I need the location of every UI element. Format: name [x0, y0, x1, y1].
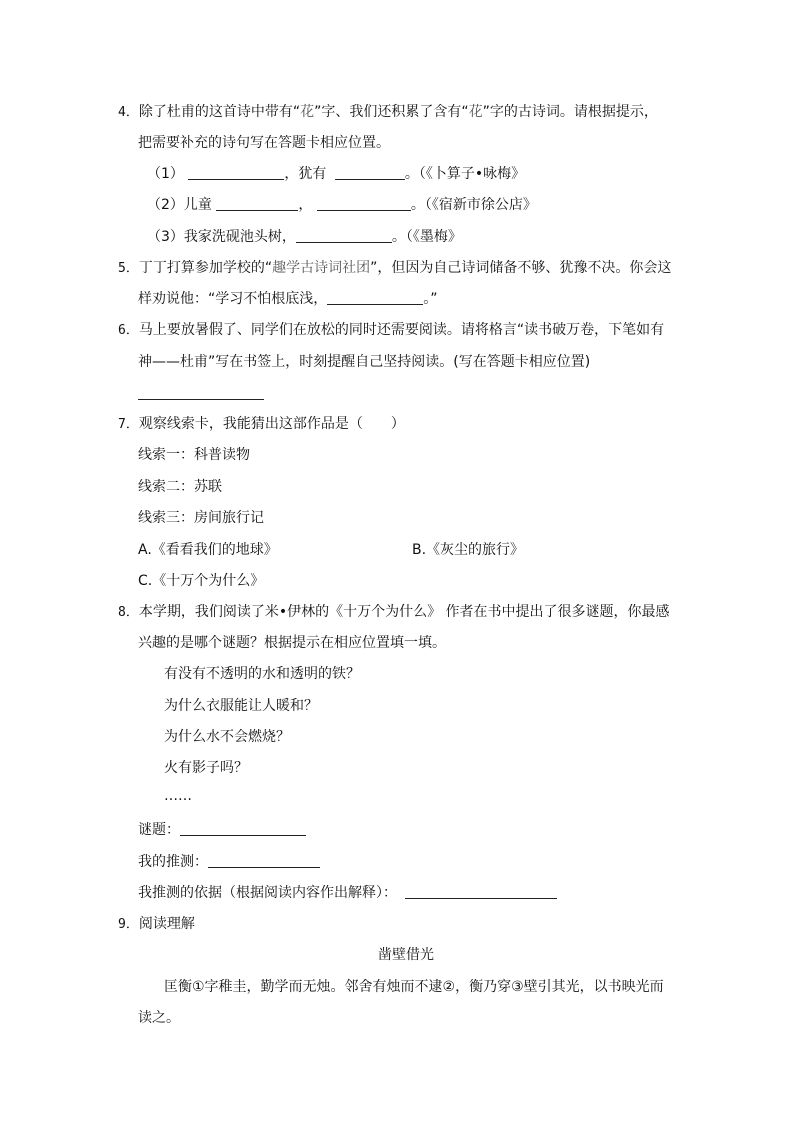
q8-riddle: 有没有不透明的水和透明的铁？: [164, 666, 360, 682]
q8-line2: 兴趣的是哪个谜题？根据提示在相应位置填一填。: [138, 635, 446, 651]
q4-text-c: ”字的古诗词。请根据提示，: [482, 104, 658, 120]
q7-clue3: 线索三：房间旅行记: [138, 510, 264, 526]
q6-line1: [118, 320, 664, 341]
q5-number: 5．: [118, 261, 139, 276]
q4-item1-end: 。: [404, 166, 419, 182]
q7-option-b[interactable]: B.《灰尘的旅行》: [412, 542, 525, 558]
q9-number: 9．: [118, 917, 139, 932]
q5-text-c: 样劝说他：“学习不怕根底浅，: [138, 291, 328, 307]
q4-item2-blank1[interactable]: [216, 196, 298, 211]
q8-line1: [118, 602, 670, 623]
q7-number: 7．: [118, 417, 139, 432]
q4-item1-mid: ，犹有: [284, 166, 327, 182]
q9-passage-title: 凿壁借光: [378, 947, 434, 963]
q9-passage-line1: 匡衡①字稚圭，勤学而无烛。邻舍有烛而不逮②，衡乃穿③壁引其光，以书映光而: [164, 979, 664, 995]
q4-item2-source: （《宿新市徐公店》: [424, 197, 537, 213]
q4-item2-blank2[interactable]: [317, 196, 411, 211]
q4-item1-label: （1）: [147, 166, 184, 182]
q4-item3-label: （3）我家洗砚池头树，: [147, 229, 296, 245]
q7-question: [118, 414, 405, 435]
q8-field-basis: [138, 883, 557, 903]
q8-number: 8．: [118, 605, 139, 620]
q8-field-guess-label: 我的推测：: [138, 854, 208, 870]
q4-line2: 把需要补充的诗句写在答题卡相应位置。: [138, 135, 390, 151]
q8-field-riddle-label: 谜题：: [138, 822, 180, 838]
q8-field-riddle-blank[interactable]: [180, 821, 306, 836]
q7-option-c[interactable]: C.《十万个为什么》: [138, 573, 265, 589]
q8-riddle: 为什么水不会燃烧？: [164, 729, 290, 745]
q4-item1: [147, 164, 525, 184]
q8-field-guess-blank[interactable]: [208, 853, 320, 868]
q7-clue1: 线索一：科普读物: [138, 447, 250, 463]
q8-riddle: 为什么衣服能让人暖和？: [164, 698, 318, 714]
q4-item3-source: （《墨梅》: [405, 229, 462, 245]
q4-line1: [118, 102, 658, 123]
q4-highlight-2: 花: [468, 104, 483, 120]
q8-field-basis-label: 我推测的依据（根据阅读内容作出解释）：: [138, 885, 397, 901]
q4-item1-blank1[interactable]: [188, 165, 284, 180]
q4-text-a: 除了杜甫的这首诗中带有“: [138, 104, 301, 120]
q5-line1: [118, 258, 671, 279]
q8-riddle-ellipsis: ……: [164, 788, 192, 804]
q7-option-a[interactable]: A.《看看我们的地球》: [138, 542, 278, 558]
q4-item3-blank[interactable]: [296, 228, 392, 243]
q9-heading: [118, 914, 195, 935]
q4-item1-source: （《卜算子•咏梅》: [418, 166, 526, 182]
q4-item3-end: 。: [391, 229, 406, 245]
q4-item1-blank2[interactable]: [335, 165, 405, 180]
q6-number: 6．: [118, 323, 139, 338]
q6-text-a: 马上要放暑假了、同学们在放松的同时还需要阅读。请将格言“读书破万卷，下笔如有: [138, 322, 665, 338]
q8-riddle: 火有影子吗？: [164, 760, 248, 776]
q4-number: 4．: [118, 105, 139, 120]
q4-item2-mid: ，: [298, 197, 313, 213]
q4-highlight-1: 花: [300, 104, 315, 120]
q9-label: 阅读理解: [138, 916, 195, 932]
q8-field-basis-blank[interactable]: [405, 884, 557, 899]
q4-item2: [147, 195, 537, 215]
q4-item2-label: （2）儿童: [147, 197, 212, 213]
q4-text-b: ”字、我们还积累了含有“: [314, 104, 469, 120]
q7-clue2: 线索二：苏联: [138, 479, 222, 495]
q8-field-guess: [138, 852, 320, 872]
q4-item2-end: 。: [410, 197, 425, 213]
q5-text-b: ”，但因为自己诗词储备不够、犹豫不决。你会这: [370, 260, 672, 276]
q9-passage-line2: 读之。: [138, 1010, 180, 1026]
q6-answer-blank[interactable]: [138, 399, 264, 400]
q5-text-a: 丁丁打算参加学校的“: [138, 260, 273, 276]
q8-text-a: 本学期，我们阅读了米•伊林的《十万个为什么》 作者在书中提出了很多谜题，你最感: [138, 604, 670, 620]
q5-blank[interactable]: [327, 290, 423, 305]
q8-field-riddle: [138, 820, 306, 840]
q5-text-d: 。”: [423, 291, 438, 307]
q5-line2: [138, 289, 438, 309]
q7-text: 观察线索卡，我能猜出这部作品是（ ）: [138, 416, 405, 432]
q5-highlight: 趣学古诗词社团: [272, 260, 371, 276]
q4-item3: [147, 227, 462, 247]
q6-line2: 神——杜甫”写在书签上，时刻提醒自己坚持阅读。(写在答题卡相应位置): [138, 354, 591, 370]
